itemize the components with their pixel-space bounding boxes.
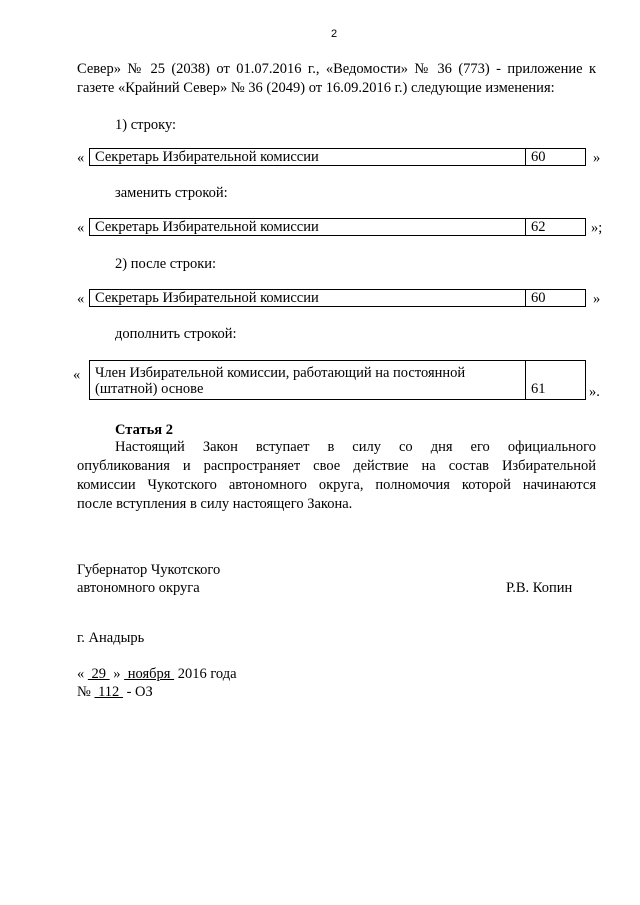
table-row — [89, 289, 586, 307]
add-label: дополнить строкой: — [115, 326, 237, 342]
close-quote: » — [593, 291, 601, 307]
open-quote: « — [77, 150, 85, 166]
close-quote: » — [593, 150, 601, 166]
open-quote: « — [77, 291, 85, 307]
number-suffix: - ОЗ — [126, 684, 153, 700]
position-value: 62 — [526, 219, 586, 236]
position-name — [90, 361, 526, 400]
intro-line-1: Север» № 25 (2038) от 01.07.2016 г., «Ведомости» № 36 (773) - приложение к — [77, 61, 596, 77]
article-line-3: комиссии Чукотского автономного округа, полномочия которой начинаются — [77, 477, 596, 493]
date-year: 2016 года — [177, 666, 237, 682]
position-name-line-2: (штатной) основе — [95, 381, 204, 397]
position-name: Секретарь Избирательной комиссии — [90, 219, 526, 236]
position-value: 60 — [526, 290, 586, 307]
open-quote: « — [77, 220, 85, 236]
position-value: 61 — [526, 361, 586, 400]
position-name: Секретарь Избирательной комиссии — [90, 290, 526, 307]
table-row — [89, 360, 586, 400]
close-quote: ». — [589, 384, 600, 400]
article-line-4: после вступления в силу настоящего Закона. — [77, 496, 353, 512]
article-line-2: опубликования и распространяет свое действие на состав Избирательной — [77, 458, 596, 474]
position-name-line-1: Член Избирательной комиссии, работающий на постоянной — [95, 365, 466, 381]
page-number: 2 — [331, 28, 338, 40]
article-title: Статья 2 — [115, 422, 173, 438]
date-close-quote: » — [113, 666, 121, 682]
position-value: 60 — [526, 149, 586, 166]
number-prefix: № — [77, 684, 91, 700]
replace-label: заменить строкой: — [115, 185, 228, 201]
article-line-1: Настоящий Закон вступает в силу со дня его официального — [115, 439, 596, 455]
position-name: Секретарь Избирательной комиссии — [90, 149, 526, 166]
signatory-name: Р.В. Копин — [506, 580, 573, 596]
table-row — [89, 148, 586, 166]
item-2-label: 2) после строки: — [115, 256, 217, 272]
intro-line-2: газете «Крайний Север» № 36 (2049) от 16.09.2016 г.) следующие изменения: — [77, 80, 555, 96]
signature-title-line-2: автономного округа — [77, 580, 200, 596]
item-1-label: 1) строку: — [115, 117, 177, 133]
law-number-line — [77, 684, 153, 701]
date-month: ноября — [124, 666, 175, 682]
place: г. Анадырь — [77, 630, 145, 646]
table-row — [89, 218, 586, 236]
law-number: 112 — [94, 684, 123, 700]
open-quote: « — [73, 367, 81, 383]
date-day: 29 — [87, 666, 110, 682]
signature-title-line-1: Губернатор Чукотского — [77, 562, 221, 578]
date-line — [77, 666, 237, 683]
close-quote: »; — [591, 220, 603, 236]
date-open-quote: « — [77, 666, 85, 682]
